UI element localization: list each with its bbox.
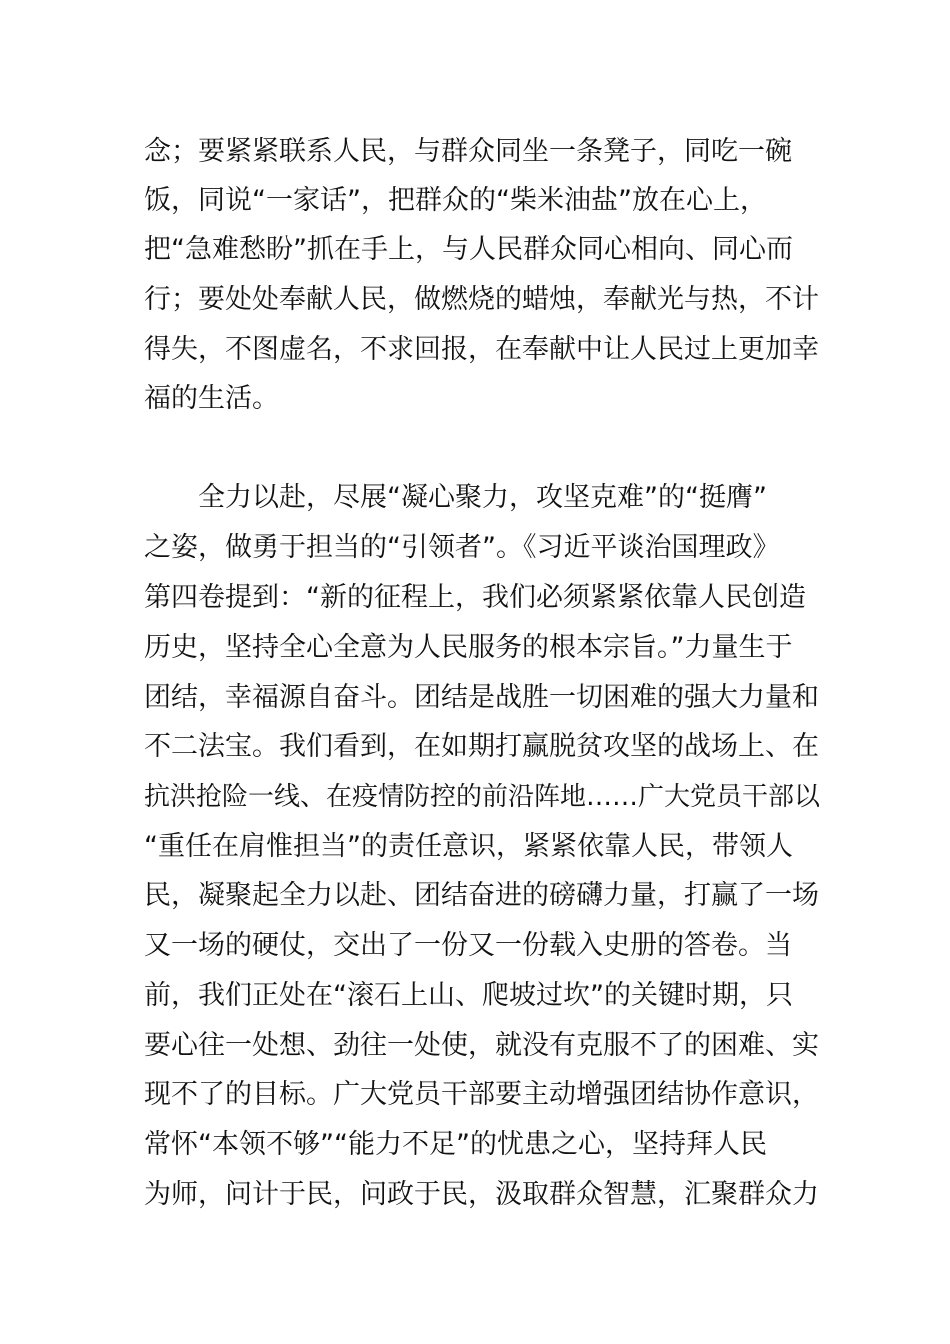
text-line: 把“急难愁盼”抓在手上，与人民群众同心相向、同心而 [144, 234, 793, 265]
text-line: 抗洪抢险一线、在疫情防控的前沿阵地……广大党员干部以 [144, 782, 821, 812]
text-line: 全力以赴，尽展“凝心聚力，攻坚克难”的“挺膺” [198, 482, 767, 513]
text-line: 现不了的目标。广大党员干部要主动增强团结协作意识， [144, 1079, 819, 1110]
text-line: 为师，问计于民，问政于民，汲取群众智慧，汇聚群众力 [144, 1179, 819, 1210]
text-line: 又一场的硬仗，交出了一份又一份载入史册的答卷。当 [144, 930, 792, 961]
text-line: 得失，不图虚名，不求回报，在奉献中让人民过上更加幸 [144, 334, 819, 365]
text-line: “重任在肩惟担当”的责任意识，紧紧依靠人民，带领人 [144, 831, 793, 862]
text-line: 福的生活。 [144, 383, 279, 414]
text-line: 之姿，做勇于担当的“引领者”。《习近平谈治国理政》 [144, 532, 780, 563]
text-line: 团结，幸福源自奋斗。团结是战胜一切困难的强大力量和 [144, 682, 819, 713]
text-line: 念；要紧紧联系人民，与群众同坐一条凳子，同吃一碗 [144, 136, 792, 167]
text-line: 第四卷提到：“新的征程上，我们必须紧紧依靠人民创造 [144, 582, 806, 613]
text-line: 饭，同说“一家话”，把群众的“柴米油盐”放在心上， [144, 185, 767, 216]
text-line: 民，凝聚起全力以赴、团结奋进的磅礴力量，打赢了一场 [144, 880, 819, 911]
text-line: 不二法宝。我们看到，在如期打赢脱贫攻坚的战场上、在 [144, 731, 819, 762]
text-line: 历史，坚持全心全意为人民服务的根本宗旨。”力量生于 [144, 632, 793, 663]
text-line: 行；要处处奉献人民，做燃烧的蜡烛，奉献光与热，不计 [144, 284, 819, 315]
text-line: 常怀“本领不够”“能力不足”的忧患之心，坚持拜人民 [144, 1129, 767, 1160]
text-line: 前，我们正处在“滚石上山、爬坡过坎”的关键时期，只 [144, 980, 793, 1011]
text-line: 要心往一处想、劲往一处使，就没有克服不了的困难、实 [144, 1030, 819, 1061]
